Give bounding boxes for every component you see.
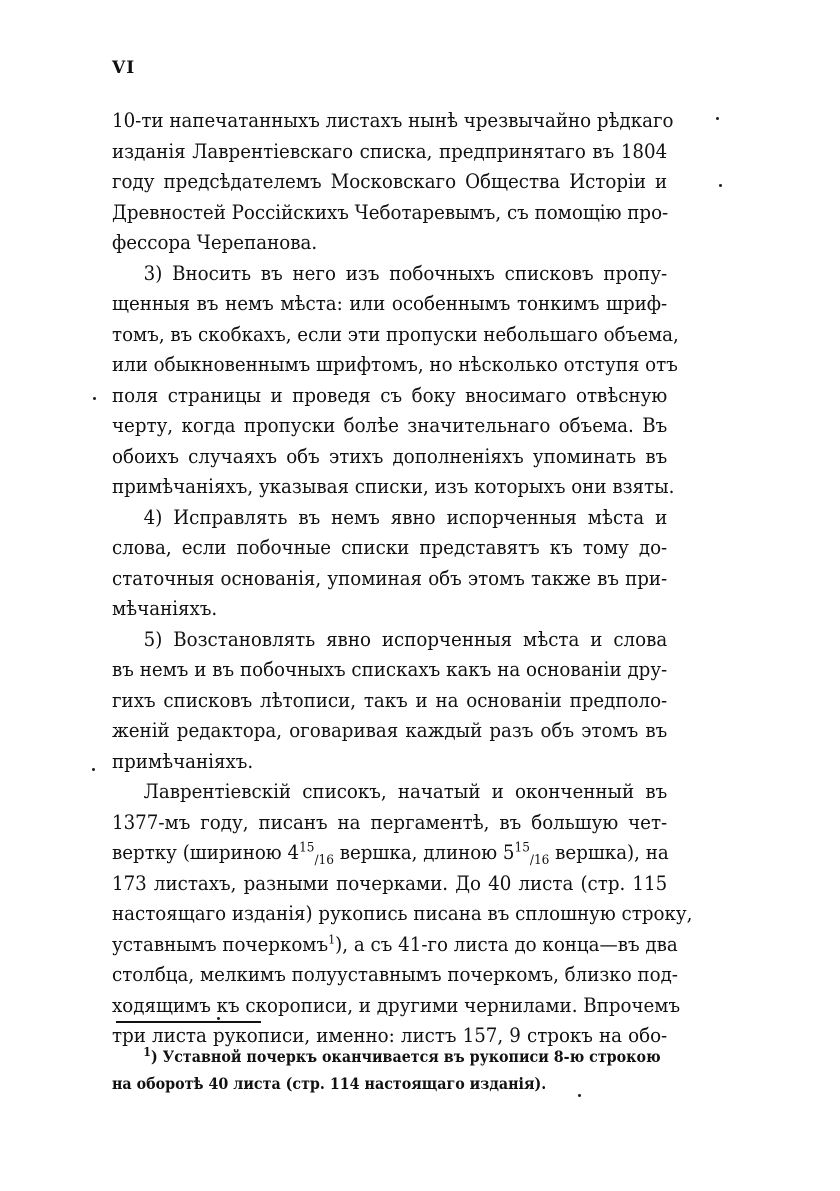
text-line: 4) Исправлять въ немъ явно испорченныя мѣста и	[143, 505, 668, 529]
paragraph-2	[112, 259, 679, 503]
print-speck	[217, 1017, 220, 1020]
text-line: томъ, въ скобкахъ, если эти пропуски небольшаго объема,	[112, 322, 679, 346]
paragraph-4	[112, 625, 667, 778]
text-line: гихъ списковъ лѣтописи, такъ и на основаніи предполо-	[112, 688, 668, 712]
print-speck	[578, 1094, 581, 1097]
paragraph-5	[112, 777, 693, 1052]
print-speck	[716, 117, 719, 120]
text-line: примѣчаніяхъ, указывая списки, изъ которыхъ они взяты.	[112, 475, 675, 498]
print-speck	[719, 184, 722, 187]
text-fragment: вершка), на	[549, 841, 669, 864]
text-line: или обыкновеннымъ шрифтомъ, но нѣсколько отступя отъ	[112, 353, 678, 376]
print-speck	[93, 397, 96, 400]
text-line: поля страницы и проведя съ боку вносимаго отвѣсную	[112, 383, 668, 407]
paragraph-3	[112, 503, 667, 625]
print-speck	[92, 768, 95, 771]
text-fragment: ), а съ 41-го листа до конца—въ два	[335, 932, 678, 956]
text-line: три листа рукописи, именно: листъ 157, 9 строкъ на обо-	[112, 1024, 668, 1047]
text-line: изданія Лаврентіевскаго списка, предпринятаго въ 1804	[112, 139, 668, 163]
text-fragment: уставнымъ почеркомъ	[112, 932, 329, 956]
text-line: фессора Черепанова.	[112, 231, 318, 254]
text-line	[112, 838, 667, 869]
footnote-line: на оборотѣ 40 листа (стр. 114 настоящаго изданія).	[112, 1074, 547, 1093]
text-line: примѣчаніяхъ.	[112, 749, 254, 773]
text-line: въ немъ и въ побочныхъ спискахъ какъ на основаніи дру-	[112, 658, 668, 681]
fraction-numerator: 15	[299, 840, 315, 856]
text-line: женій редактора, оговаривая каждый разъ объ этомъ въ	[112, 719, 668, 742]
text-line: 3) Вносить въ него изъ побочныхъ списковъ пропу-	[143, 261, 668, 285]
text-line: черту, когда пропуски болѣе значительнаго объема. Въ	[112, 414, 668, 437]
text-line: столбца, мелкимъ полууставнымъ почеркомъ, близко под-	[112, 963, 678, 986]
text-line: Древностей Россійскихъ Чеботаревымъ, съ помощію про-	[112, 200, 669, 224]
footnote	[112, 1043, 664, 1097]
text-fragment: вершка, длиною 5	[333, 841, 515, 864]
text-line: ходящимъ къ скорописи, и другими чернилами. Впрочемъ	[112, 993, 681, 1017]
text-line: щенныя въ немъ мѣста: или особеннымъ тонкимъ шриф-	[112, 292, 668, 315]
page-number: VI	[112, 58, 136, 78]
body-text	[112, 106, 693, 1052]
footnote-divider	[116, 1021, 261, 1023]
text-line: настоящаго изданія) рукопись писана въ сплошную строку,	[112, 902, 693, 925]
text-line: 1377-мъ году, писанъ на пергаментѣ, въ большую чет-	[112, 810, 668, 834]
footnote-text: ) Уставной почеркъ оканчивается въ рукописи 8-ю строкою	[150, 1047, 661, 1066]
fraction-denominator: /16	[314, 852, 334, 868]
footnote-marker: 1	[143, 1044, 151, 1059]
fraction-denominator: /16	[529, 852, 550, 868]
text-line: статочныя основанія, упоминая объ этомъ также въ при-	[112, 566, 668, 590]
text-line: слова, если побочные списки представятъ къ тому до-	[112, 536, 668, 559]
text-line: 10-ти напечатанныхъ листахъ нынѣ чрезвычайно рѣдкаго	[112, 109, 674, 132]
text-line: 173 листахъ, разными почерками. До 40 листа (стр. 115	[112, 871, 668, 895]
footnote-line	[112, 1043, 664, 1070]
text-line: Лаврентіевскій списокъ, начатый и оконченный въ	[143, 780, 668, 803]
text-line	[112, 930, 678, 961]
footnote-reference[interactable]: 1	[328, 931, 336, 946]
fraction-numerator: 15	[514, 840, 530, 856]
text-line: году предсѣдателемъ Московскаго Общества Исторіи и	[112, 170, 668, 193]
text-line: обоихъ случаяхъ объ этихъ дополненіяхъ упоминать въ	[112, 444, 668, 468]
paragraph-1	[112, 106, 674, 259]
text-fragment: вертку (шириною 4	[112, 841, 300, 864]
text-line: 5) Возстановлять явно испорченныя мѣста и слова	[143, 627, 668, 651]
text-line: мѣчаніяхъ.	[112, 597, 218, 620]
